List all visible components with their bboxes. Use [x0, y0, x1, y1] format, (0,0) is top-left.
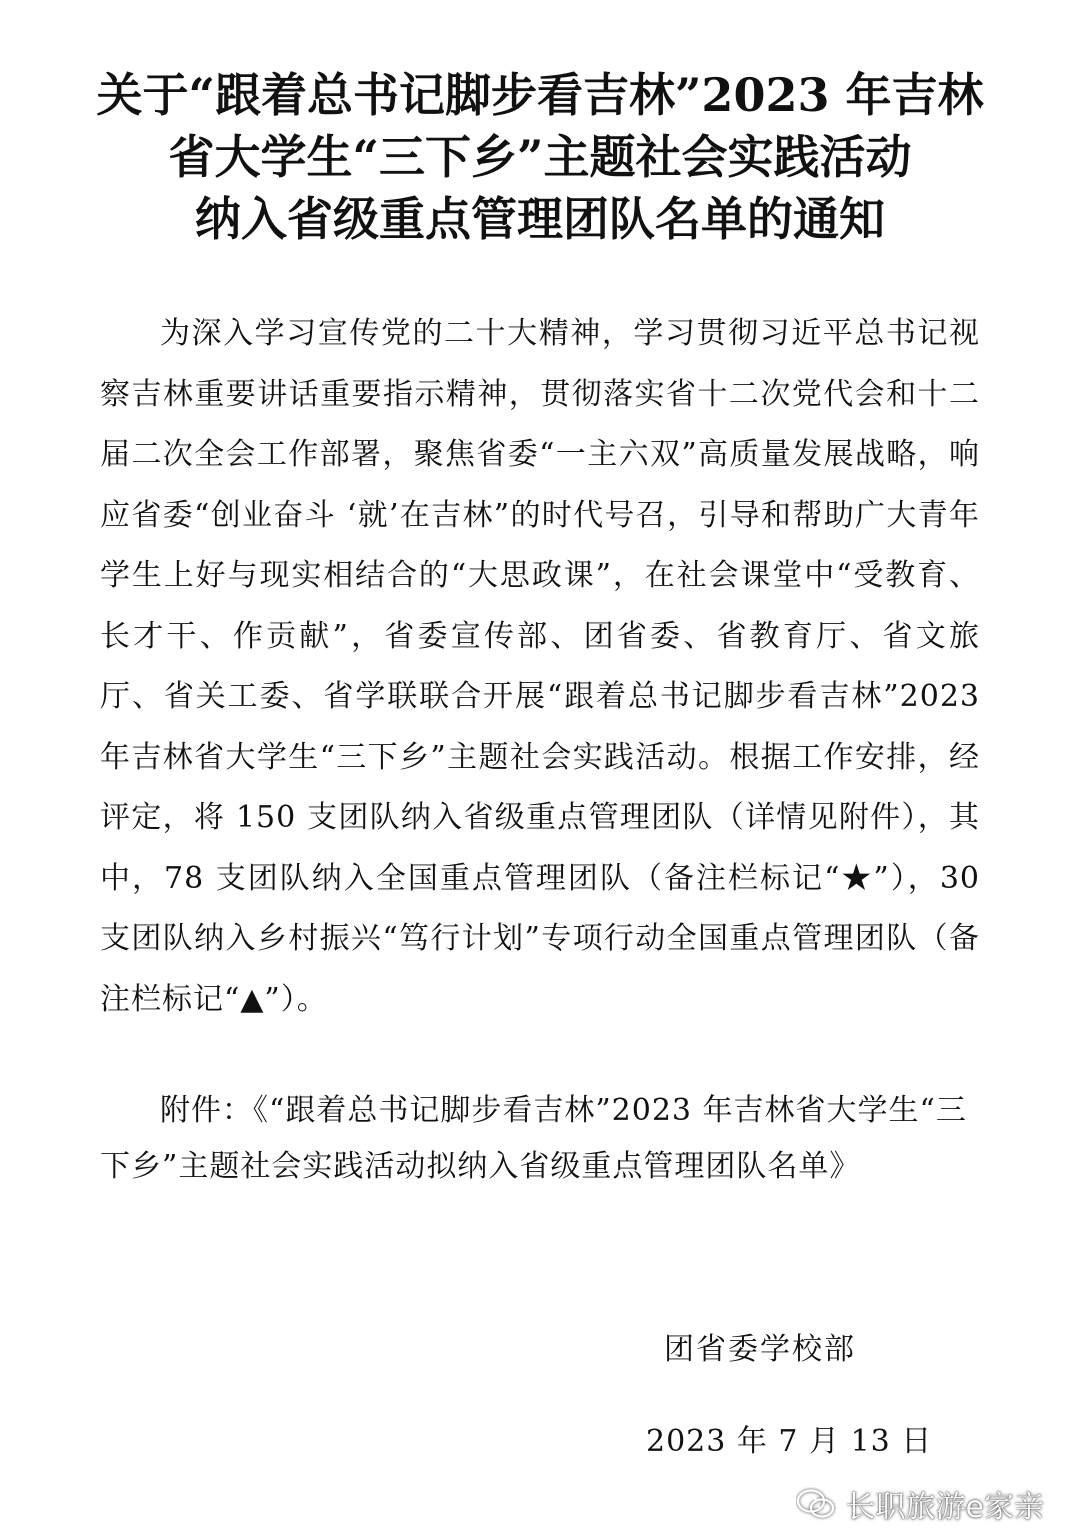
title-line-2: 省大学生“三下乡”主题社会实践活动	[168, 130, 912, 184]
issue-date: 2023 年 7 月 13 日	[646, 1424, 933, 1459]
title-line-3: 纳入省级重点管理团队名单的通知	[195, 192, 885, 246]
wechat-icon	[796, 1487, 836, 1521]
document-title	[0, 64, 1080, 250]
body-paragraph: 为深入学习宣传党的二十大精神，学习贯彻习近平总书记视察吉林重要讲话重要指示精神，贯彻落实省十二次党代会和十二届二次全会工作部署，聚焦省委“一主六双”高质量发展战略，响应省委“创业奋斗 ‘就’在吉林”的时代号召，引导和帮助广大青年学生上好与现实相结合的“大思政课”，在社会课堂中“受教育、长才干、作贡献”，省委宣传部、团省委、省教育厅、省文旅厅、省关工委、省学联联合开展“跟着总书记脚步看吉林”2023 年吉林省大学生“三下乡”主题社会实践活动。根据工作安排，经评定，将 150 支团队纳入省级重点管理团队（详情见附件），其中，78 支团队纳入全国重点管理团队（备注栏标记“★”），30 支团队纳入乡村振兴“笃行计划”专项行动全国重点管理团队（备注栏标记“▲”）。	[100, 316, 980, 1017]
title-line-1: 关于“跟着总书记脚步看吉林”2023 年吉林	[96, 68, 984, 122]
watermark-text: 长职旅游e家亲	[845, 1490, 1044, 1525]
account-watermark	[796, 1482, 1044, 1526]
issuing-department: 团省委学校部	[664, 1332, 856, 1367]
attachment-note: 附件：《“跟着总书记脚步看吉林”2023 年吉林省大学生“三下乡”主题社会实践活动拟纳入省级重点管理团队名单》	[100, 1093, 967, 1184]
